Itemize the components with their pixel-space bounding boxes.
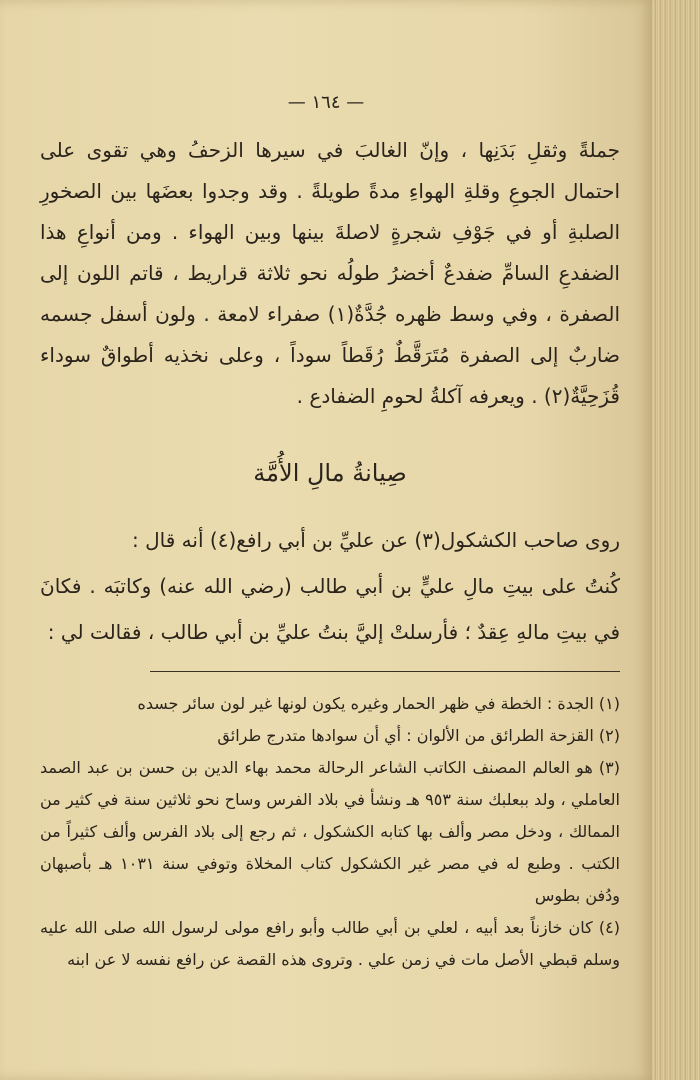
footnote-3: (٣) هو العالم المصنف الكاتب الشاعر الرحالة محمد بهاء الدين بن حسن بن عبد الصمد العاملي ، ولد ببعلبك سنة ٩٥٣ هـ ونشأ في بلاد الفرس وساح نحو ثلاثين سنة في كثير من الممالك ، ودخل مصر وألف بها كتابه الكشكول ، ثم رجع إلى بلاد الفرس وألف كثيراً من الكتب . وطبع له في مصر غير الكشكول كتاب المخلاة وتوفي سنة ١٠٣١ هـ بأصبهان ودُفن بطوس [40, 758, 621, 905]
footnote-1: (١) الجدة : الخطة في ظهر الحمار وغيره يكون لونها غير لون سائر جسده [137, 694, 620, 713]
footnotes [40, 688, 620, 976]
footnote-2: (٢) القزحة الطرائق من الألوان : أي أن سوادها متدرج طرائق [217, 726, 620, 745]
page-edges [652, 0, 700, 1080]
page-number: — ١٦٤ — [287, 92, 365, 113]
footnote-divider [150, 671, 620, 672]
story-intro: روى صاحب الكشكول(٣) عن عليِّ بن أبي رافع(٤) أنه قال : [132, 528, 620, 552]
page-content [40, 88, 620, 976]
footnote-4: (٤) كان خازناً بعد أبيه ، لعلي بن أبي طالب وأبو رافع مولى لرسول الله صلى الله عليه وسلم قبطي الأصل مات في زمن علي . وتروى هذه القصة عن رافع نفسه لا عن ابنه [40, 918, 620, 969]
section-title: صِيانةُ مالِ الأُمَّة [253, 459, 407, 487]
story-quote: كُنتُ على بيتِ مالِ عليٍّ بن أبي طالب (رضي الله عنه) وكاتبَه . فكانَ في بيتِ مالهِ عِقدٌ ؛ فأرسلتْ إليَّ بنتُ عليِّ بن أبي طالب ، فقالت لي : [40, 574, 620, 644]
main-paragraph: جملةً وثقلِ بَدَنِها ، وإنّ الغالبَ في سيرها الزحفُ وهي تقوى على احتمال الجوعِ وقلةِ الهواءِ مدةً طويلةً . وقد وجدوا بعضَها بين الصخورِ الصلبةِ أو في جَوْفِ شجرةٍ لاصلةَ بينها وبين الهواء . ومن أنواعِ هذا الضفدعِ السامِّ ضفدعٌ أخضرُ طولُه نحو ثلاثة قراريط ، قاتم اللون إلى الصفرة ، وفي وسط ظهره جُدَّةٌ(١) صفراء لامعة . ولون أسفل جسمه ضاربٌ إلى الصفرة مُتَرَقَّطٌ رُقَطاً سوداً ، وعلى نخذيه أطواقٌ سوداء قُزَحِيَّةٌ(٢) . ويعرفه آكلةُ لحومِ الضفادع . [40, 138, 621, 408]
